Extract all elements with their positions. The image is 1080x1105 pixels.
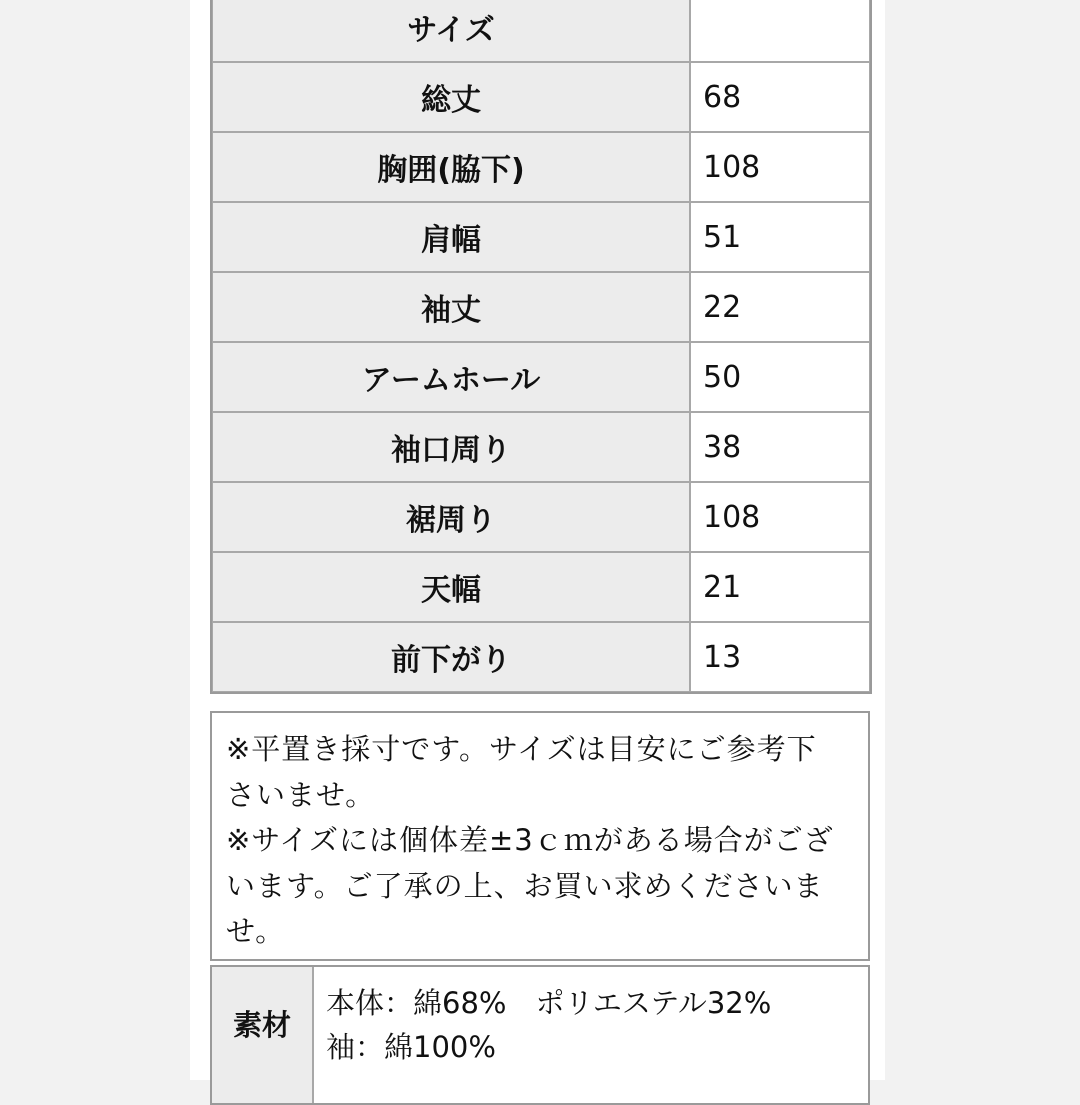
size-label: 前下がり [212, 622, 690, 692]
size-value: 22 [690, 272, 870, 342]
size-label: アームホール [212, 342, 690, 412]
note-line: せ。 [226, 914, 286, 948]
material-value [314, 967, 868, 1103]
material-line-sleeve: 袖：綿100% [326, 1030, 496, 1064]
size-label: 肩幅 [212, 202, 690, 272]
note-line: います。ご了承の上、お買い求めくださいま [226, 868, 824, 903]
table-row [212, 412, 870, 482]
table-row [212, 0, 870, 62]
size-value: 38 [690, 412, 870, 482]
size-value: 50 [690, 342, 870, 412]
note-line: さいませ。 [226, 777, 376, 812]
table-row [212, 202, 870, 272]
size-value: 21 [690, 552, 870, 622]
material-line-body: 本体：綿68% ポリエステル32% [326, 986, 772, 1020]
note-line: ※平置き採寸です。サイズは目安にご参考下 [226, 732, 817, 766]
material-table [210, 965, 870, 1105]
size-value: 108 [690, 482, 870, 552]
material-label: 素材 [212, 967, 314, 1103]
size-value [690, 0, 870, 62]
size-label: 天幅 [212, 552, 690, 622]
size-label: サイズ [212, 0, 690, 62]
table-row [212, 622, 870, 692]
table-row [212, 482, 870, 552]
table-row [212, 272, 870, 342]
size-label: 袖口周り [212, 412, 690, 482]
table-row [212, 132, 870, 202]
size-table [210, 0, 872, 694]
table-row [212, 62, 870, 132]
notes-box [210, 711, 870, 961]
size-label: 胸囲(脇下) [212, 132, 690, 202]
table-row [212, 552, 870, 622]
size-value: 13 [690, 622, 870, 692]
size-label: 裾周り [212, 482, 690, 552]
size-value: 108 [690, 132, 870, 202]
size-label: 袖丈 [212, 272, 690, 342]
table-row [212, 342, 870, 412]
size-value: 51 [690, 202, 870, 272]
size-label: 総丈 [212, 62, 690, 132]
size-value: 68 [690, 62, 870, 132]
note-line: ※サイズには個体差±3ｃｍがある場合がござ [226, 823, 834, 857]
